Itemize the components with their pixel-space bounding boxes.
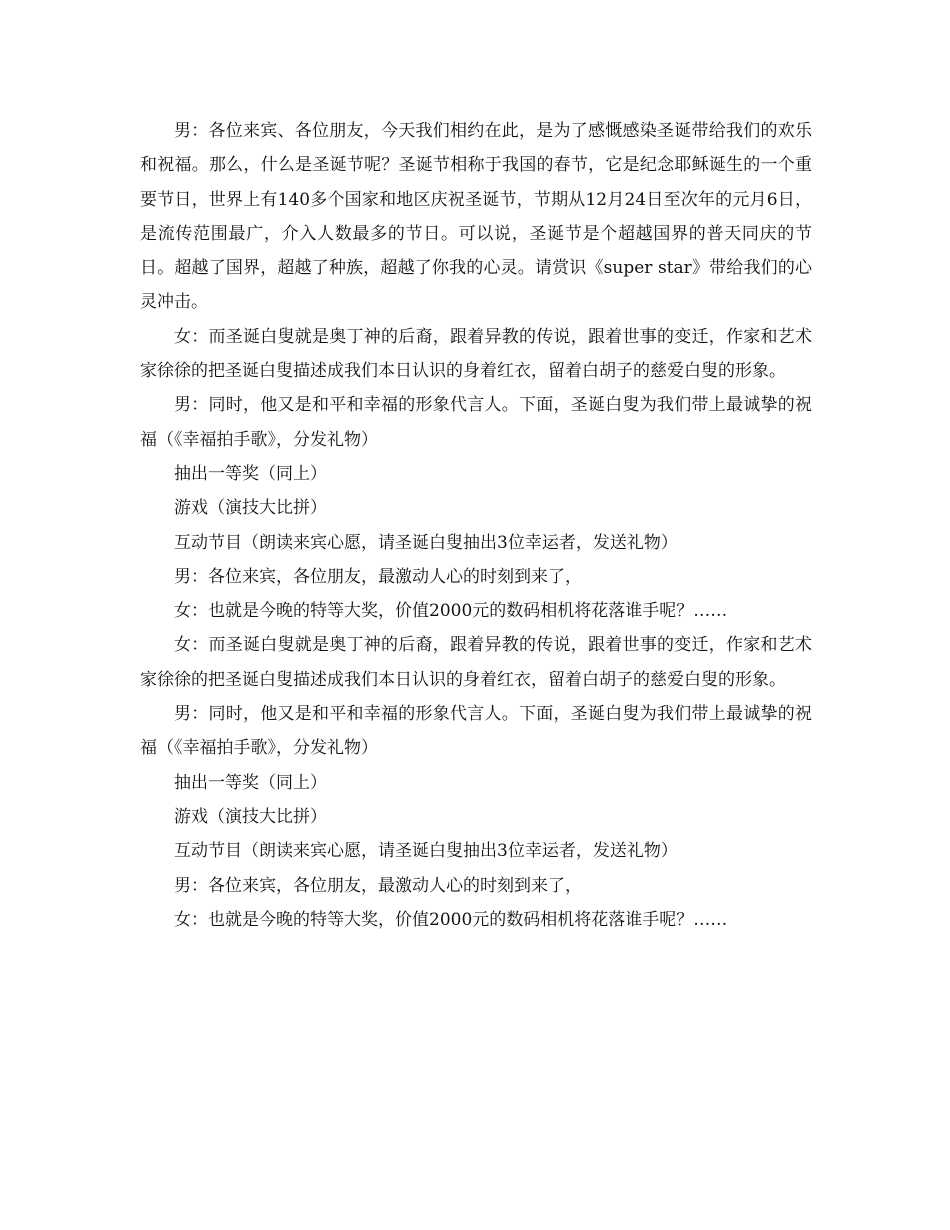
paragraph-climax-male-repeat: 男：各位来宾，各位朋友，最激动人心的时刻到来了，	[174, 875, 582, 896]
paragraph-first-prize: 抽出一等奖（同上）	[174, 463, 327, 484]
paragraph-blessing-male-repeat: 男：同时，他又是和平和幸福的形象代言人。下面，圣诞白叟为我们带上最诚挚的祝福（《幸福拍手歌》，分发礼物）	[140, 704, 812, 759]
paragraph-grand-prize-female-repeat: 女：也就是今晚的特等大奖，价值2000元的数码相机将花落谁手呢？……	[174, 909, 728, 930]
paragraph-santa-female: 女：而圣诞白叟就是奥丁神的后裔，跟着异教的传说，跟着世事的变迁，作家和艺术家徐徐的把圣诞白叟描述成我们本日认识的身着红衣，留着白胡子的慈爱白叟的形象。	[140, 326, 812, 382]
paragraph-blessing-male: 男：同时，他又是和平和幸福的形象代言人。下面，圣诞白叟为我们带上最诚挚的祝福（《幸福拍手歌》，分发礼物）	[140, 395, 812, 450]
paragraph-santa-female-repeat: 女：而圣诞白叟就是奥丁神的后裔，跟着异教的传说，跟着世事的变迁，作家和艺术家徐徐的把圣诞白叟描述成我们本日认识的身着红衣，留着白胡子的慈爱白叟的形象。	[140, 635, 812, 690]
paragraph-interactive-repeat: 互动节目（朗读来宾心愿，请圣诞白叟抽出3位幸运者，发送礼物）	[174, 841, 678, 862]
paragraph-first-prize-repeat: 抽出一等奖（同上）	[174, 772, 327, 793]
paragraph-intro-male: 男：各位来宾、各位朋友，今天我们相约在此，是为了感慨感染圣诞带给我们的欢乐和祝福。那么，什么是圣诞节呢？圣诞节相称于我国的春节，它是纪念耶稣诞生的一个重要节日，世界上有140多个国家和地区庆祝圣诞节，节期从12月24日至次年的元月6日，是流传范围最广，介入人数最多的节日。可以说，圣诞节是个超越国界的普天同庆的节日。超越了国界，超越了种族，超越了你我的心灵。请赏识《super star》带给我们的心灵冲击。	[140, 121, 812, 313]
paragraph-game: 游戏（演技大比拼）	[174, 498, 327, 519]
paragraph-climax-male: 男：各位来宾，各位朋友，最激动人心的时刻到来了，	[174, 566, 582, 587]
paragraph-interactive: 互动节目（朗读来宾心愿，请圣诞白叟抽出3位幸运者，发送礼物）	[174, 532, 678, 553]
paragraph-game-repeat: 游戏（演技大比拼）	[174, 806, 327, 827]
paragraph-grand-prize-female: 女：也就是今晚的特等大奖，价值2000元的数码相机将花落谁手呢？……	[174, 601, 728, 622]
document-body	[140, 114, 812, 937]
